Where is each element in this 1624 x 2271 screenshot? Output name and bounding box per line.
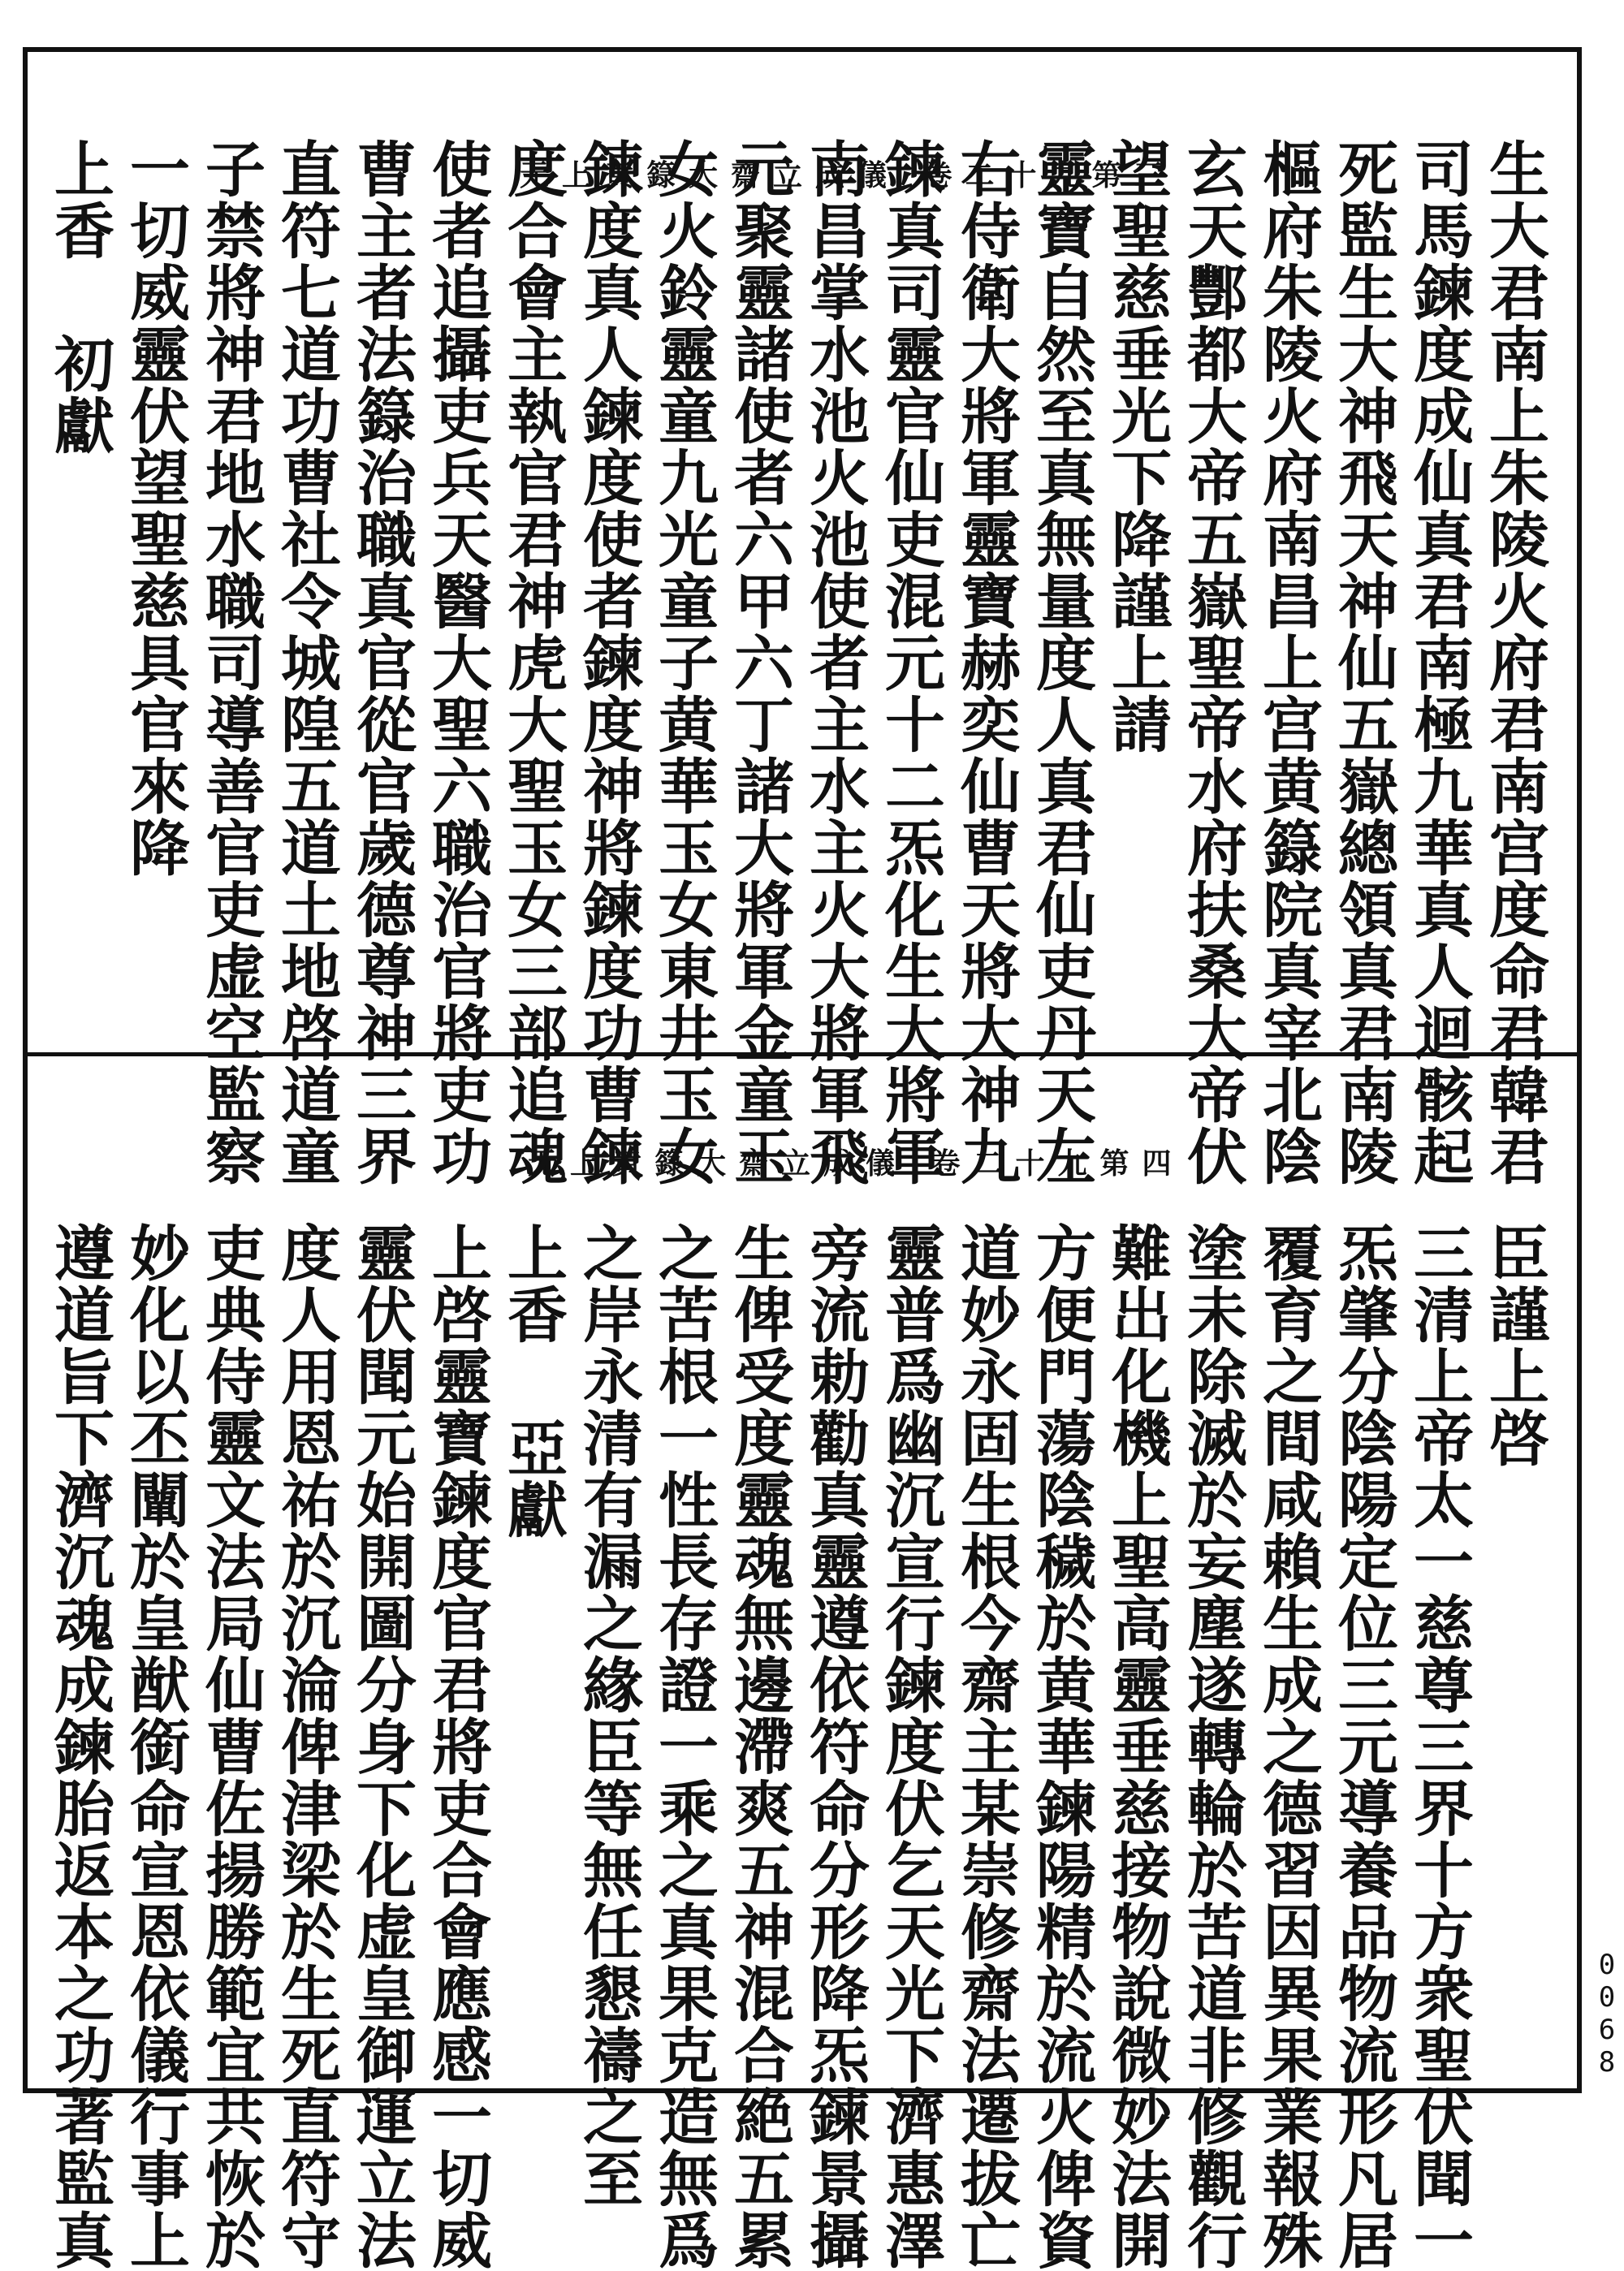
bottom-page-column-9: 靈普爲幽沉宣行鍊度伏乞天光下濟惠澤 xyxy=(875,1222,945,2271)
bottom-page-column-19: 妙化以丕闡於皇猷銜命宣恩依儀行事上 xyxy=(120,1222,190,2271)
top-page-header: 无上黄籙大齋立成儀 卷二十九第三 xyxy=(520,158,1177,192)
bottom-page-column-1: 臣謹上啓 xyxy=(1479,1222,1549,1469)
bottom-page-column-12: 之苦根一性長存證一乘之真果克造無爲 xyxy=(649,1222,719,2271)
top-page-column-3: 死監生大神飛天神仙五嶽總領真君南陵 xyxy=(1328,138,1398,1187)
bottom-page-column-3: 炁肇分陰陽定位三元導養品物流形凡居 xyxy=(1328,1222,1398,2271)
bottom-page-column-14: 上香 亞獻 xyxy=(498,1222,568,1540)
bottom-page-header: 无上黄籙大齋立成儀 卷二十九第四 xyxy=(528,1146,1185,1181)
top-page-column-7: 靈寶自然至真無量度人真君仙吏丹天左 xyxy=(1026,138,1096,1187)
top-page-column-5: 玄天酆都大帝五嶽聖帝水府扶桑大帝伏 xyxy=(1177,138,1247,1187)
top-page-column-18: 子禁將神君地水職司導善官吏虚空監察 xyxy=(196,138,266,1187)
bottom-page-column-16: 靈伏聞元始開圖分身下化虚皇御運立法 xyxy=(347,1222,417,2271)
bottom-page-column-11: 生俾受度靈魂無邊滯爽五神混合絶五累 xyxy=(724,1222,794,2271)
bottom-page-column-8: 道妙永固生根今齋主某崇修齋法遷拔亡 xyxy=(951,1222,1021,2271)
bottom-page-column-7: 方便門蕩陰穢於黄華鍊陽精於流火俾資 xyxy=(1026,1222,1096,2271)
bottom-page-column-4: 覆育之間咸賴生成之德習因異果業報殊 xyxy=(1253,1222,1323,2271)
bottom-page-column-10: 旁流勅勸真靈遵依符命分形降炁鍊景攝 xyxy=(800,1222,870,2271)
top-page-column-20: 上香 初獻 xyxy=(45,138,114,456)
top-page-column-13: 鍊度真人鍊度使者鍊度神將鍊度功曹鍊 xyxy=(573,138,643,1187)
top-page-column-4: 樞府朱陵火府南昌上宫黄籙院真宰北陰 xyxy=(1253,138,1323,1187)
margin-page-number: 0068 xyxy=(1591,1949,1623,2079)
top-page-column-19: 一切威靈伏望聖慈具官來降 xyxy=(120,138,190,879)
bottom-page-column-13: 之岸永清有漏之緣臣等無任懇禱之至 xyxy=(573,1222,643,2209)
top-page-column-15: 使者追攝吏兵天醫大聖六職治官將吏功 xyxy=(422,138,492,1187)
top-page-column-16: 曹主者法籙治職真官從官歲德尊神三界 xyxy=(347,138,417,1187)
bottom-page-column-20: 遵道旨下濟沉魂成鍊胎返本之功著監真 xyxy=(45,1222,114,2271)
bottom-page-column-5: 塗未除滅於妄塵遂轉輪於苦道非修觀行 xyxy=(1177,1222,1247,2271)
top-page-column-17: 直符七道功曹社令城隍五道土地啓道童 xyxy=(271,138,341,1187)
top-page-column-9: 鍊真司靈官仙吏混元十二炁化生大將軍 xyxy=(875,138,945,1187)
bottom-page-column-2: 三清上帝太一慈尊三界十方衆聖伏聞一 xyxy=(1404,1222,1474,2271)
top-page-column-12: 女火鈴靈童九光童子黄華玉女東井玉女 xyxy=(649,138,719,1187)
bottom-page-column-15: 上啓靈寶鍊度官君將吏合會應感一切威 xyxy=(422,1222,492,2271)
top-page-column-8: 右侍衛大將軍靈寶赫奕仙曹天將大神九 xyxy=(951,138,1021,1187)
top-page-column-1: 生大君南上朱陵火府君南宫度命君韓君 xyxy=(1479,138,1549,1187)
top-page-column-6: 望聖慈垂光下降謹上請 xyxy=(1102,138,1172,755)
bottom-page-text xyxy=(45,1222,1559,2271)
bottom-page-column-17: 度人用恩祐於沉淪俾津梁於生死直符守 xyxy=(271,1222,341,2271)
bottom-page-column-18: 吏典侍靈文法局仙曹佐揚勝範宜共恢於 xyxy=(196,1222,266,2271)
top-page-column-11: 元聚靈諸使者六甲六丁諸大將軍金童玉 xyxy=(724,138,794,1187)
bottom-page-column-6: 難出化機上聖高靈垂慈接物說微妙法開 xyxy=(1102,1222,1172,2271)
top-page-column-10: 南昌掌水池火池使者主水主火大將軍飛 xyxy=(800,138,870,1187)
top-page-column-14: 度合會主執官君神虎大聖玉女三部追魂 xyxy=(498,138,568,1187)
top-page-column-2: 司馬鍊度成仙真君南極九華真人迴骸起 xyxy=(1404,138,1474,1187)
